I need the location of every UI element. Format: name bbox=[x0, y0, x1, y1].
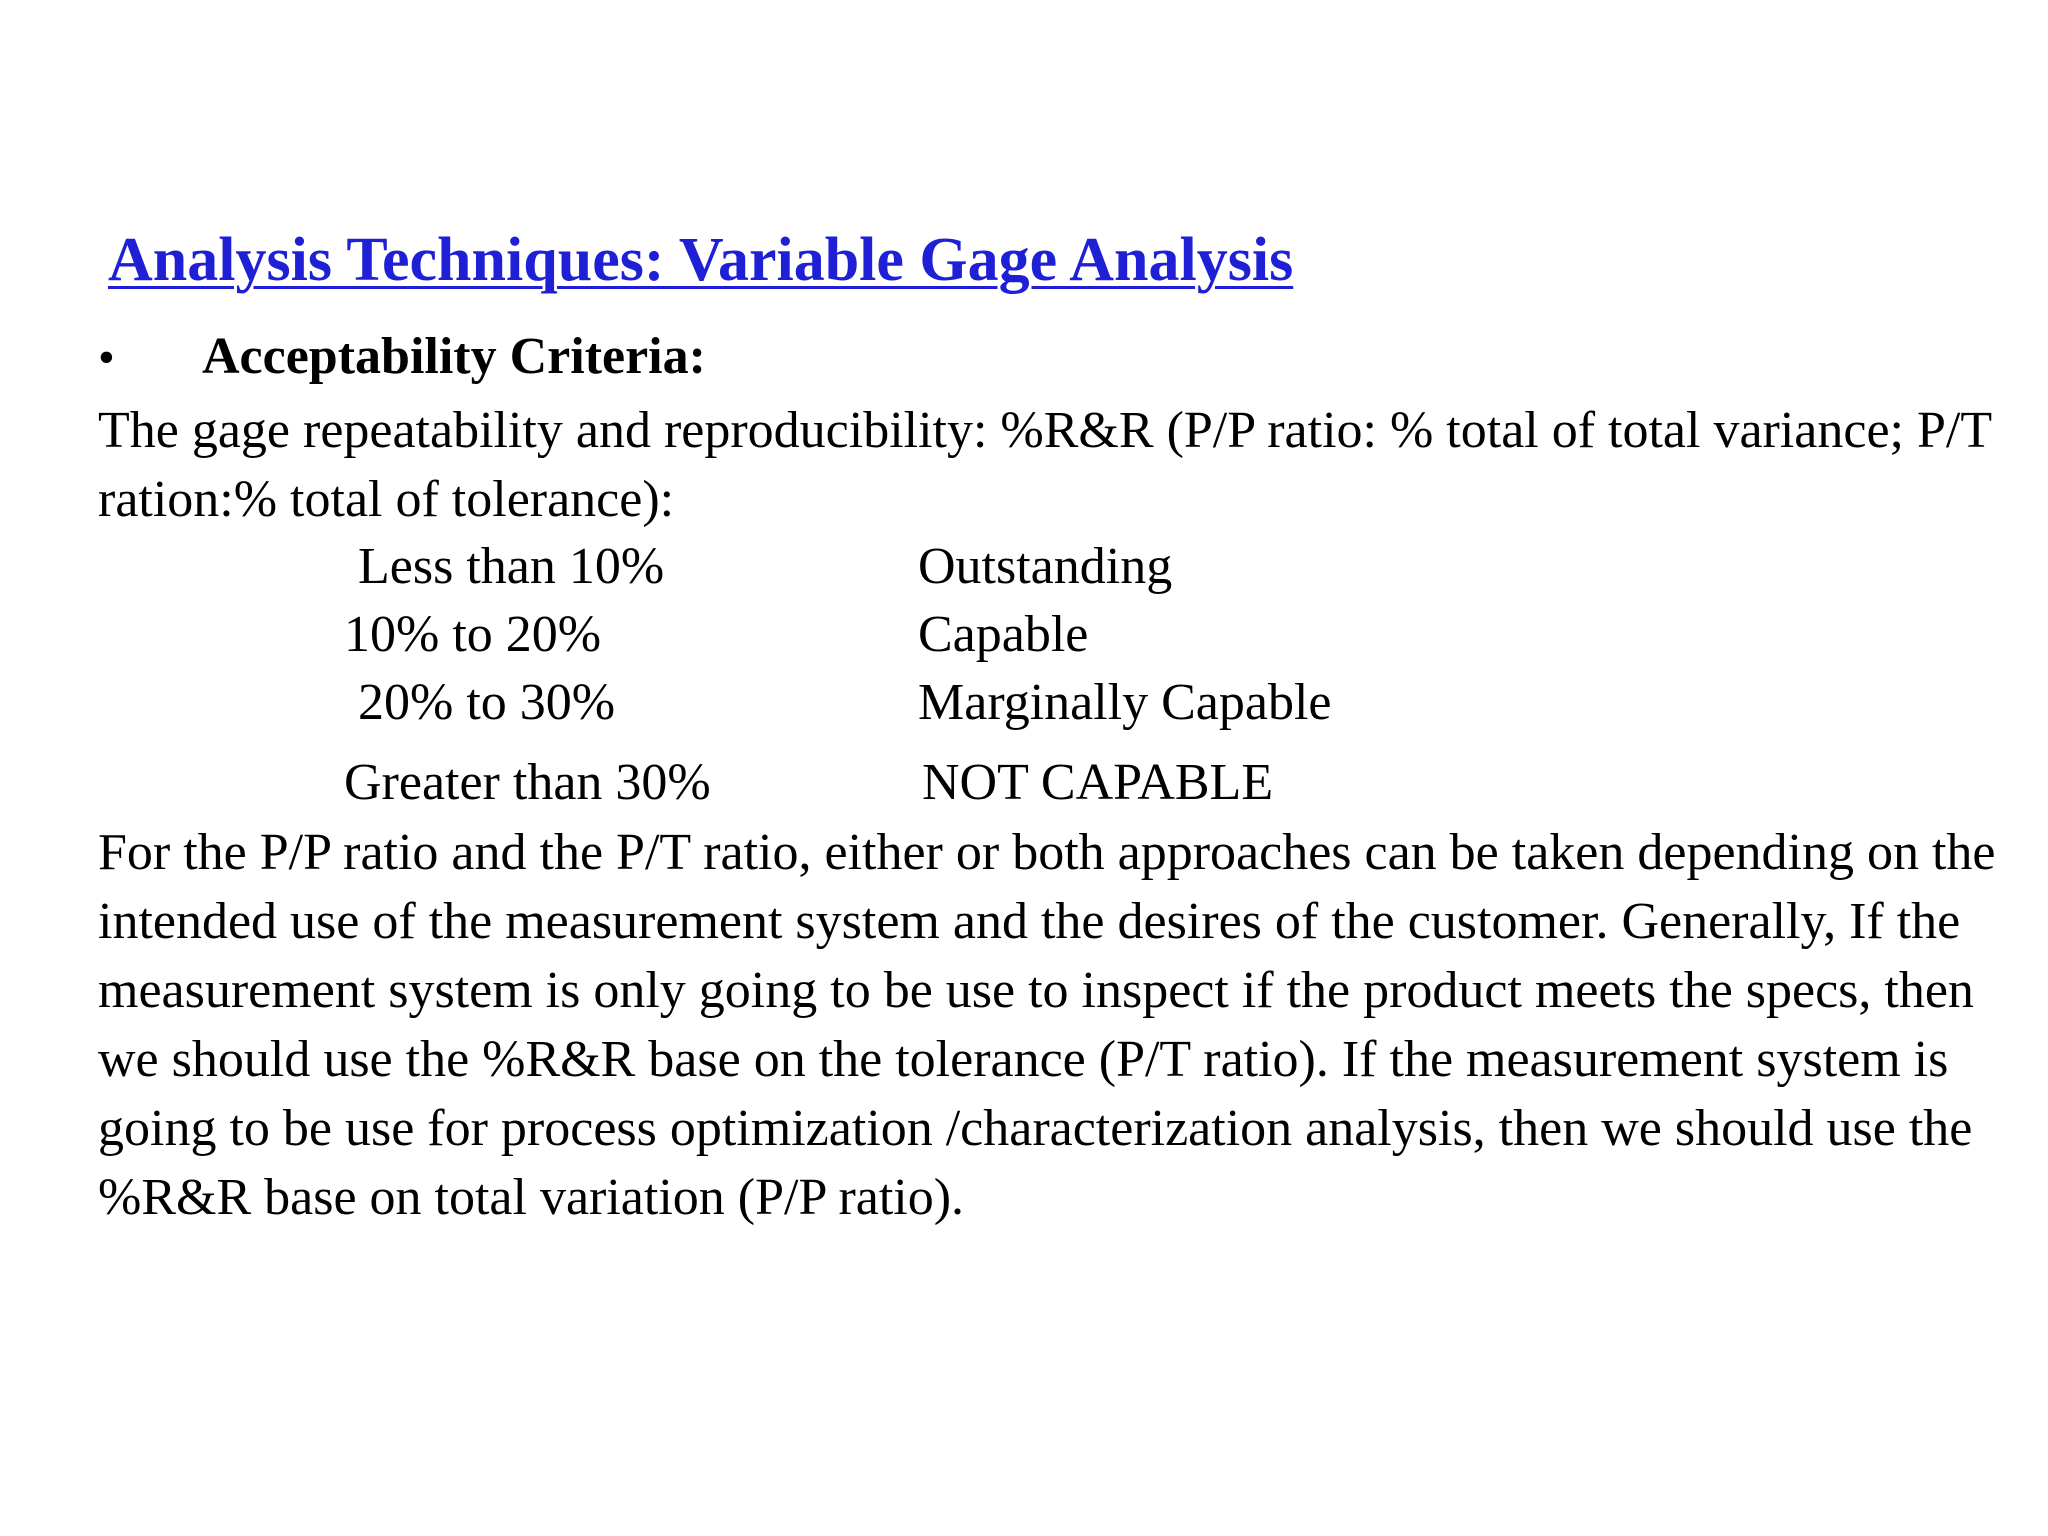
criteria-rating: Marginally Capable bbox=[918, 674, 1332, 731]
slide-title[interactable]: Analysis Techniques: Variable Gage Analysis bbox=[108, 226, 1294, 294]
bullet-icon: • bbox=[98, 331, 115, 384]
bullet-heading: Acceptability Criteria: bbox=[202, 328, 706, 385]
criteria-rating: Capable bbox=[918, 606, 1089, 663]
criteria-range: Less than 10% bbox=[358, 538, 665, 595]
body-paragraph: For the P/P ratio and the P/T ratio, either or both approaches can be taken depending on the intended use of the measurement system and the desires of the customer. Generally, If the measurement system is only going to be use to inspect if the product meets the specs, then we should use the %R&R base on the tolerance (P/T ratio). If the measurement system is going to be use for process optimization /characterization analysis, then we should use the %R&R base on total variation (P/P ratio). bbox=[98, 824, 1996, 1226]
criteria-range: Greater than 30% bbox=[344, 754, 711, 811]
criteria-range: 10% to 20% bbox=[344, 606, 602, 663]
intro-paragraph: The gage repeatability and reproducibility: %R&R (P/P ratio: % total of total variance; P/T ration:% total of tolerance): bbox=[98, 402, 1992, 528]
criteria-range: 20% to 30% bbox=[358, 674, 616, 731]
criteria-rating: NOT CAPABLE bbox=[922, 754, 1274, 811]
criteria-rating: Outstanding bbox=[918, 538, 1173, 595]
